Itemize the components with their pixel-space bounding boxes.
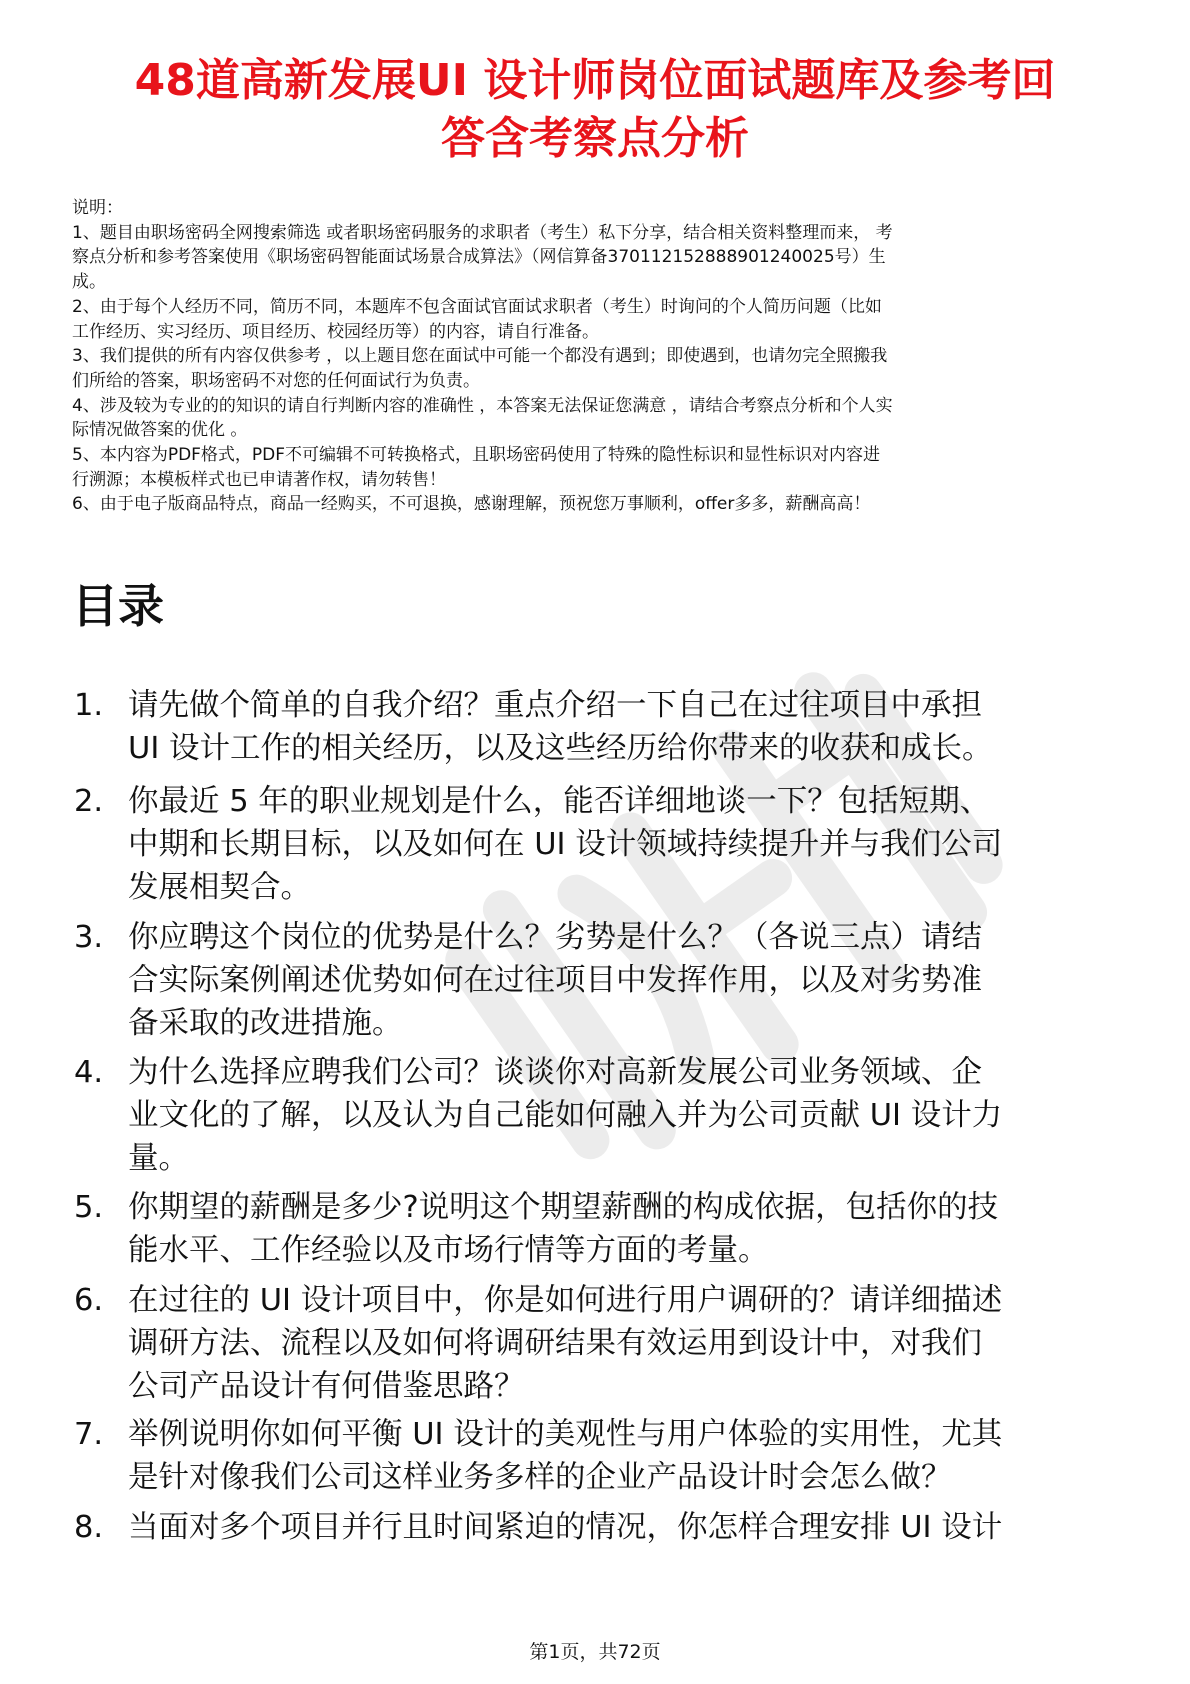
notes-line: 成。 [72, 272, 106, 293]
notes-line: 4、涉及较为专业的的知识的请自行判断内容的准确性 ，本答案无法保证您满意 ，请结合考察点分析和个人实 [72, 395, 893, 416]
question-text [128, 1279, 1128, 1408]
question-text [128, 780, 1128, 909]
question-line: 举例说明你如何平衡 UI 设计的美观性与用户体验的实用性，尤其 [128, 1417, 1003, 1452]
question-line: 量。 [128, 1141, 189, 1176]
question-line: 中期和长期目标，以及如何在 UI 设计领域持续提升并与我们公司 [128, 827, 1003, 862]
notes-line: 们所给的答案，职场密码不对您的任何面试行为负责。 [72, 370, 480, 391]
question-number: 6. [74, 1283, 104, 1318]
question-line: 为什么选择应聘我们公司？谈谈你对高新发展公司业务领域、企 [128, 1055, 982, 1090]
question-number: 5. [74, 1190, 104, 1225]
question-line: 合实际案例阐述优势如何在过往项目中发挥作用，以及对劣势准 [128, 963, 982, 998]
title-line: 48道高新发展UI 设计师岗位面试题库及参考回 [134, 55, 1056, 106]
question-line: 请先做个简单的自我介绍？重点介绍一下自己在过往项目中承担 [128, 688, 982, 723]
question-number: 1. [74, 688, 104, 723]
question-line: 你期望的薪酬是多少?说明这个期望薪酬的构成依据，包括你的技 [128, 1190, 999, 1225]
question-line: 能水平、工作经验以及市场行情等方面的考量。 [128, 1233, 769, 1268]
notes-line: 行溯源；本模板样式也已申请著作权，请勿转售！ [72, 469, 446, 490]
notes-line: 说明： [72, 198, 123, 218]
question-line: 调研方法、流程以及如何将调研结果有效运用到设计中，对我们 [128, 1326, 982, 1361]
question-line: 备采取的改进措施。 [128, 1006, 403, 1041]
question-number: 8. [74, 1510, 104, 1545]
question-line: 你最近 5 年的职业规划是什么，能否详细地谈一下？包括短期、 [128, 784, 991, 819]
question-number: 7. [74, 1417, 104, 1452]
page-footer: 第1页，共72页 [529, 1641, 661, 1663]
question-line: 在过往的 UI 设计项目中，你是如何进行用户调研的？请详细描述 [128, 1283, 1003, 1318]
question-text [128, 684, 1128, 770]
question-number: 4. [74, 1055, 104, 1090]
question-number: 2. [74, 784, 104, 819]
notes-line: 际情况做答案的优化 。 [72, 420, 248, 441]
notes-line: 6、由于电子版商品特点，商品一经购买，不可退换，感谢理解，预祝您万事顺利，offer多多，薪酬高高！ [72, 494, 871, 515]
question-text [128, 1186, 1128, 1272]
question-number: 3. [74, 920, 104, 955]
question-text [128, 1413, 1128, 1499]
notes-line: 2、由于每个人经历不同，简历不同，本题库不包含面试官面试求职者（考生）时询问的个人简历问题（比如 [72, 296, 882, 317]
notes-line: 5、本内容为PDF格式，PDF不可编辑不可转换格式，且职场密码使用了特殊的隐性标识和显性标识对内容进 [72, 445, 881, 466]
toc-heading: 目录 [72, 579, 164, 633]
notes-line: 工作经历、实习经历、项目经历、校园经历等）的内容，请自行准备。 [72, 321, 599, 342]
question-text [128, 916, 1128, 1045]
question-line: 公司产品设计有何借鉴思路？ [128, 1369, 525, 1404]
notes-line: 3、我们提供的所有内容仅供参考 ，以上题目您在面试中可能一个都没有遇到；即使遇到，也请勿完全照搬我 [72, 346, 888, 367]
question-line: UI 设计工作的相关经历，以及这些经历给你带来的收获和成长。 [128, 731, 993, 766]
question-line: 发展相契合。 [128, 870, 311, 905]
title-line: 答含考察点分析 [441, 113, 749, 164]
question-line: 你应聘这个岗位的优势是什么？劣势是什么？（各说三点）请结 [128, 920, 982, 955]
question-line: 当面对多个项目并行且时间紧迫的情况，你怎样合理安排 UI 设计 [128, 1510, 1003, 1545]
instructions-block [72, 196, 1122, 517]
notes-line: 察点分析和参考答案使用《职场密码智能面试场景合成算法》（网信算备370112152888901240025号）生 [72, 247, 886, 268]
document-title [60, 52, 1130, 168]
question-text [128, 1506, 1128, 1549]
question-line: 业文化的了解，以及认为自己能如何融入并为公司贡献 UI 设计力 [128, 1098, 1003, 1133]
question-line: 是针对像我们公司这样业务多样的企业产品设计时会怎么做？ [128, 1460, 952, 1495]
question-text [128, 1051, 1128, 1180]
notes-line: 1、题目由职场密码全网搜索筛选 或者职场密码服务的求职者（考生）私下分享，结合相关资料整理而来， 考 [72, 222, 893, 243]
